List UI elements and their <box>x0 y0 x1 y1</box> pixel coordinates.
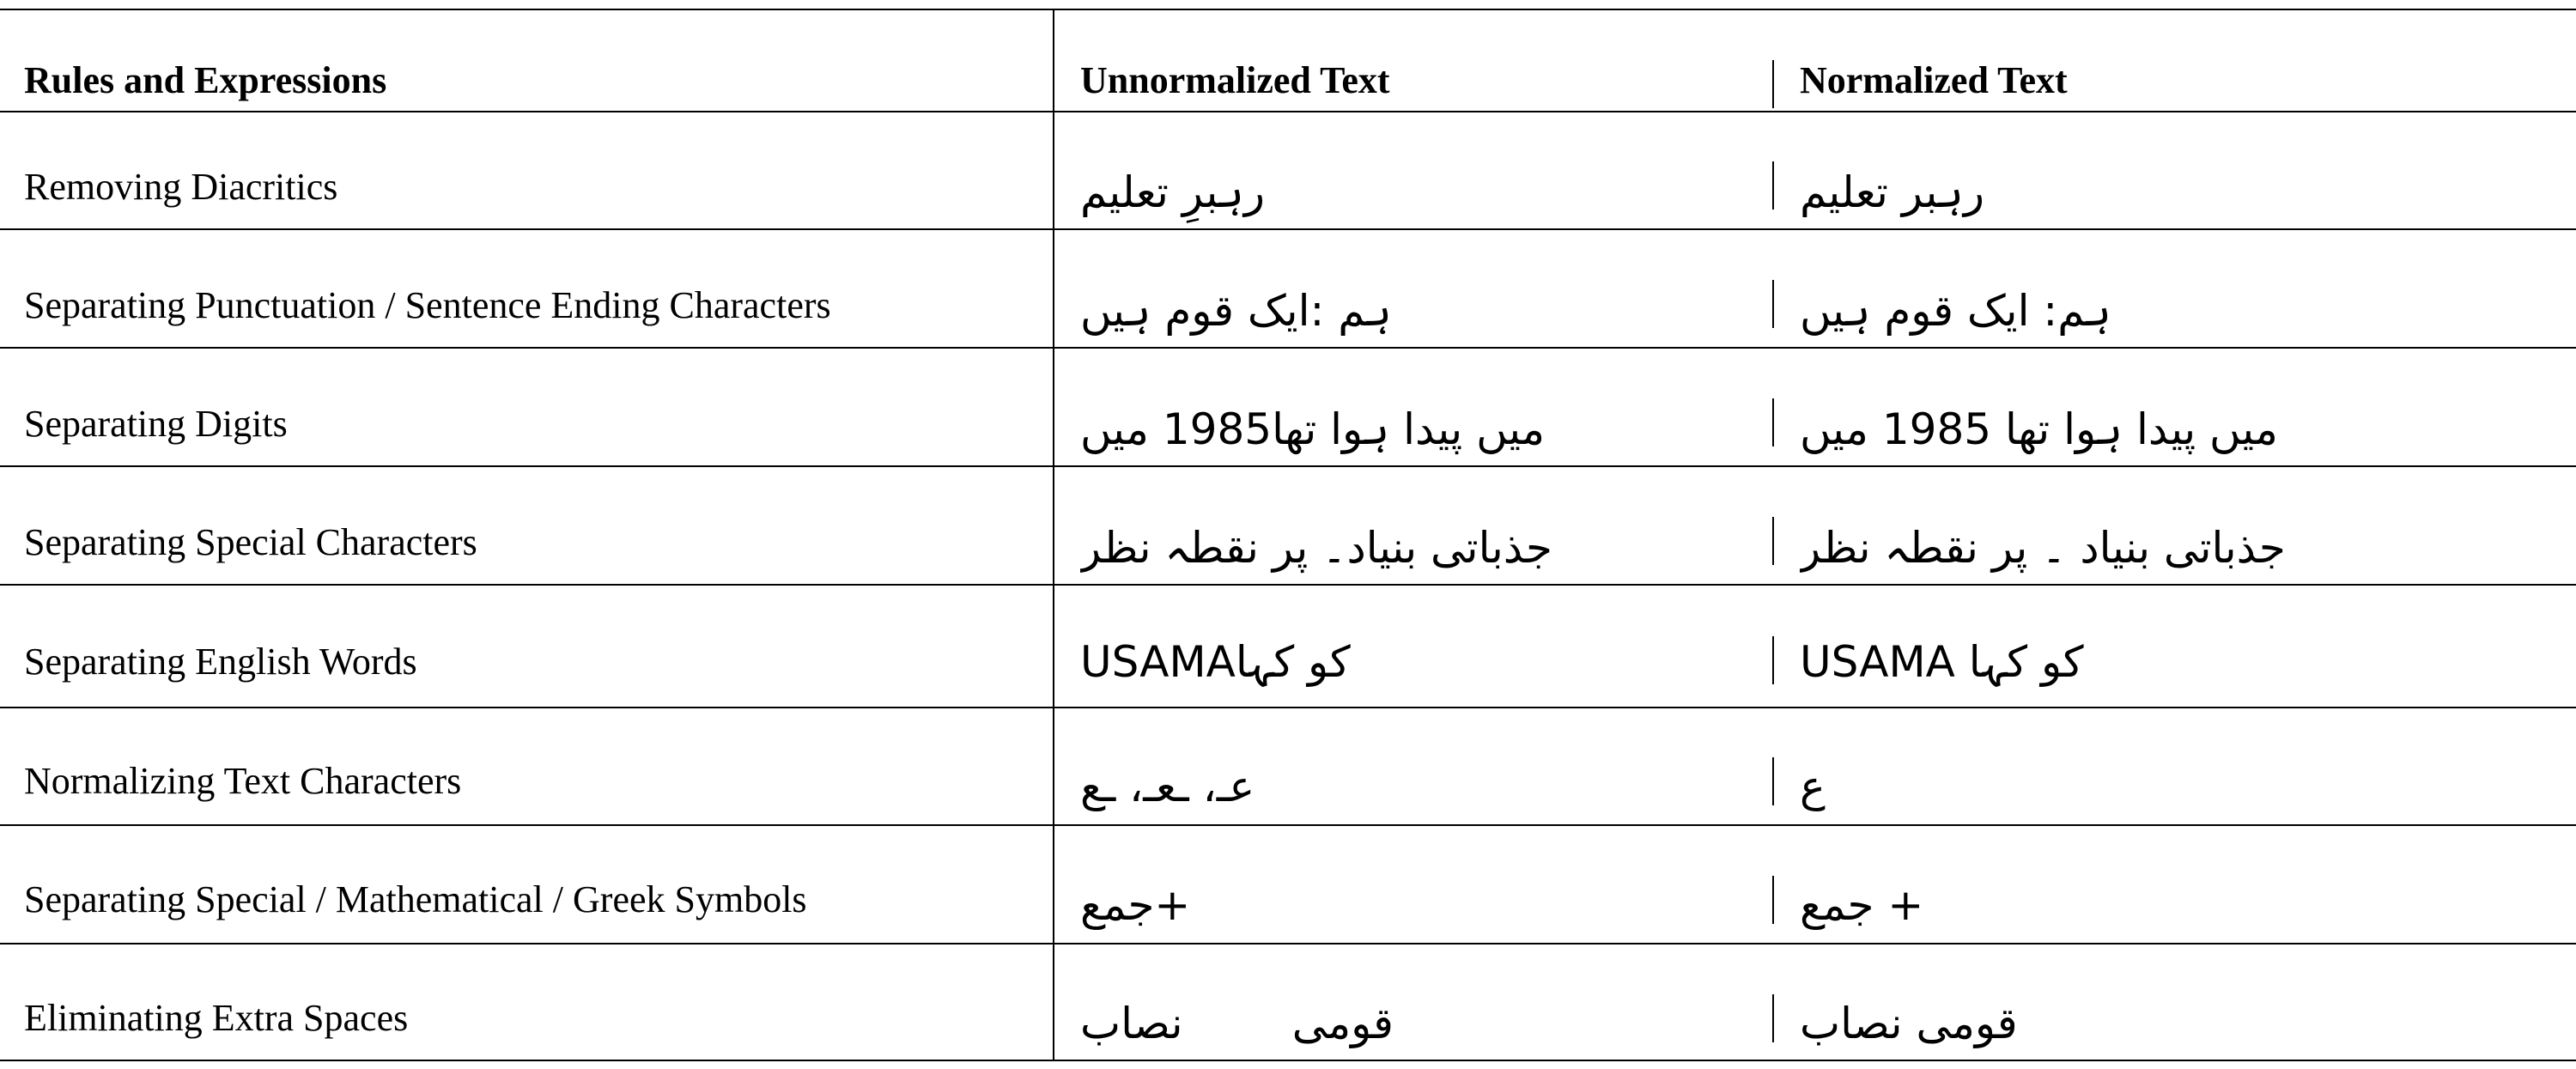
row-divider <box>0 943 2576 944</box>
normalized-value: قومی نصاب <box>1800 999 2018 1048</box>
short-separator <box>1772 161 1774 210</box>
row-divider <box>0 228 2576 230</box>
unnormalized-text <box>1080 872 1750 938</box>
unnormalized-text <box>1080 991 1750 1056</box>
unnormalized-text <box>1080 754 1750 819</box>
row-divider <box>0 584 2576 586</box>
short-separator <box>1772 398 1774 446</box>
header-rules: Rules and Expressions <box>24 59 387 101</box>
rule-label: Separating Digits <box>24 403 288 445</box>
unnormalized-value: عـ، ـعـ، ـع <box>1080 762 1255 811</box>
short-separator <box>1772 280 1774 328</box>
normalized-text <box>1800 278 2538 343</box>
unnormalized-value: میں پیدا ہوا تھا1985 میں <box>1080 404 1546 454</box>
table-bottom-rule <box>0 1060 2576 1061</box>
normalized-text <box>1800 991 2538 1056</box>
short-separator <box>1772 876 1774 924</box>
unnormalized-text <box>1080 278 1750 343</box>
table-top-rule <box>0 9 2576 10</box>
rule-label: Separating Punctuation / Sentence Ending Characters <box>24 284 831 326</box>
rule-label: Separating English Words <box>24 641 417 683</box>
normalized-text <box>1800 629 2538 695</box>
normalized-text <box>1800 754 2538 819</box>
rule-label: Separating Special / Mathematical / Greek Symbols <box>24 878 807 920</box>
unnormalized-value: +جمع <box>1080 880 1191 930</box>
normalized-value: + جمع <box>1800 880 1924 930</box>
unnormalized-value: USAMAکو کہا <box>1080 637 1351 687</box>
normalized-value: ع <box>1800 762 1826 811</box>
rule-label: Normalizing Text Characters <box>24 760 462 802</box>
unnormalized-text <box>1080 397 1750 462</box>
row-divider <box>0 707 2576 708</box>
unnormalized-text <box>1080 160 1750 225</box>
rule-label: Eliminating Extra Spaces <box>24 997 409 1039</box>
normalized-value: جذباتی بنیاد ۔ پر نقطہ نظر <box>1800 523 2286 573</box>
row-divider <box>0 465 2576 467</box>
short-separator <box>1772 994 1774 1042</box>
row-divider <box>0 824 2576 826</box>
header-unnormalized: Unnormalized Text <box>1080 59 1390 101</box>
short-separator <box>1772 636 1774 684</box>
normalized-text <box>1800 872 2538 938</box>
column-separator <box>1053 9 1054 1061</box>
normalized-text <box>1800 160 2538 225</box>
unnormalized-value: جذباتی بنیاد۔ پر نقطہ نظر <box>1080 523 1552 573</box>
row-divider <box>0 347 2576 349</box>
short-separator <box>1772 757 1774 805</box>
unnormalized-value: قومی نصاب <box>1080 999 1394 1048</box>
unnormalized-text <box>1080 629 1750 695</box>
normalized-value: میں پیدا ہوا تھا 1985 میں <box>1800 404 2278 454</box>
rule-label: Separating Special Characters <box>24 521 477 563</box>
unnormalized-text <box>1080 515 1750 580</box>
normalized-value: ہم: ایک قوم ہیں <box>1800 286 2111 336</box>
short-separator <box>1772 60 1774 108</box>
unnormalized-value: رہبرِ تعلیم <box>1080 167 1265 217</box>
rule-label: Removing Diacritics <box>24 166 338 208</box>
short-separator <box>1772 517 1774 565</box>
header-normalized: Normalized Text <box>1800 59 2068 101</box>
normalized-value: USAMA کو کہا <box>1800 637 2084 687</box>
unnormalized-value: ہم :ایک قوم ہیں <box>1080 286 1392 336</box>
normalized-text <box>1800 397 2538 462</box>
normalized-text <box>1800 515 2538 580</box>
normalized-value: رہبر تعلیم <box>1800 167 1984 217</box>
